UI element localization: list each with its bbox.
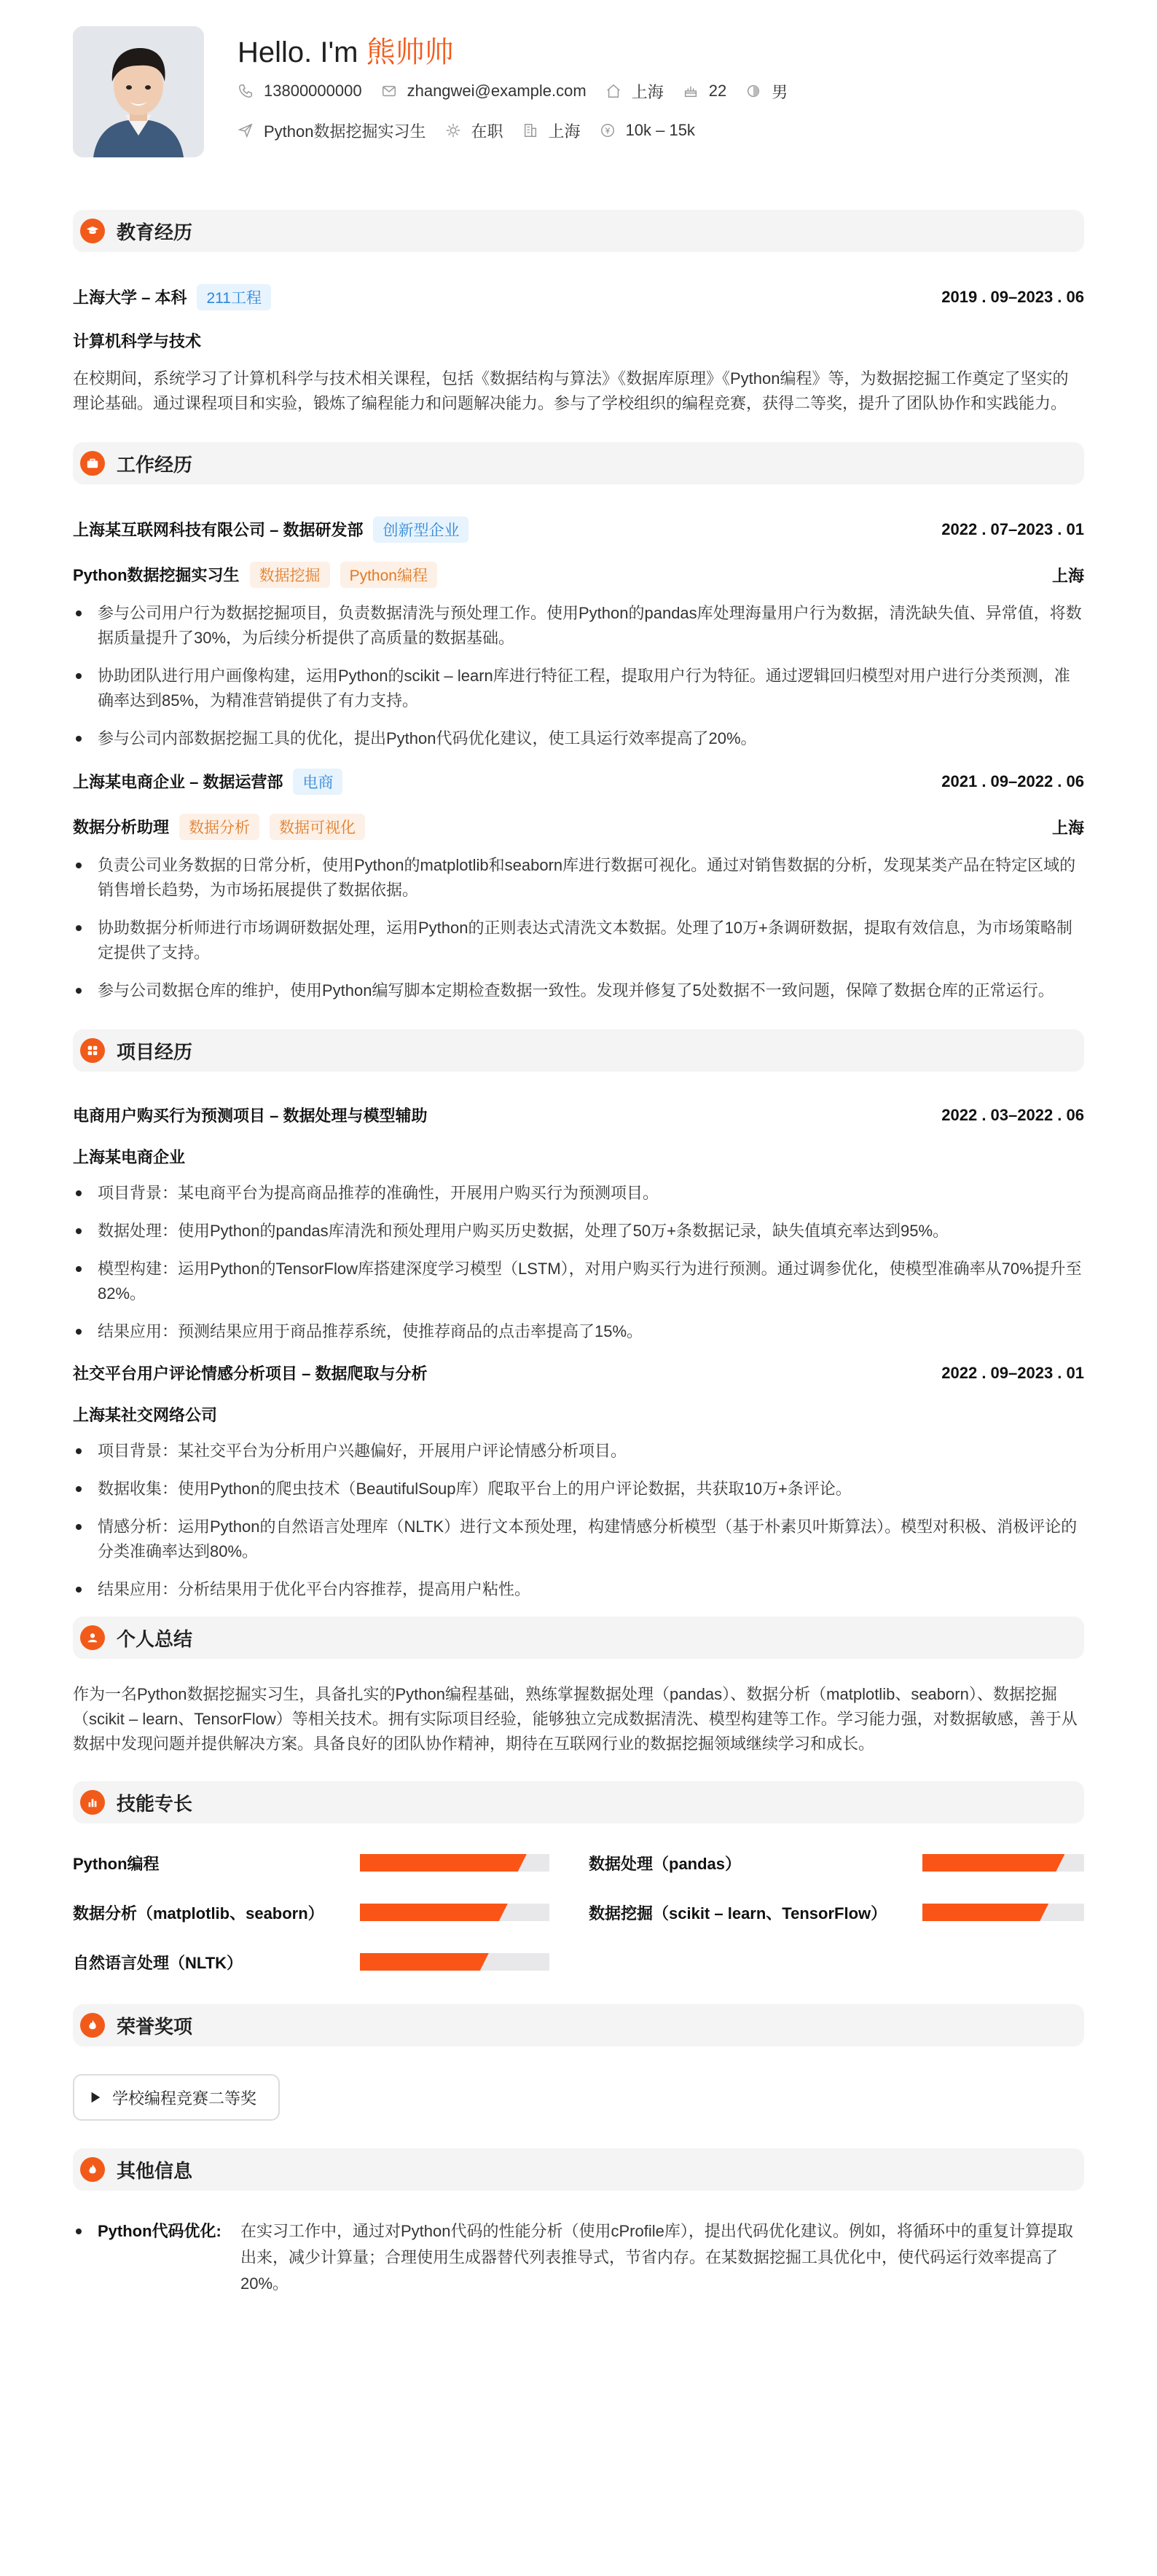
section-title: 工作经历 — [117, 453, 193, 476]
skill-name: 数据挖掘（scikit – learn、TensorFlow） — [589, 1904, 887, 1923]
school-name: 上海大学 – 本科 — [73, 288, 187, 307]
building-icon — [522, 122, 538, 138]
city-item — [605, 80, 664, 103]
project-name: 电商用户购买行为预测项目 – 数据处理与模型辅助 — [73, 1107, 428, 1125]
avatar — [73, 26, 204, 157]
education-description: 在校期间，系统学习了计算机科学与技术相关课程，包括《数据结构与算法》《数据库原理》《Python编程》等，为数据挖掘工作奠定了坚实的理论基础。通过课程项目和实验，锻炼了编程能力和问题解决能力。参与了学校组织的编程竞赛，获得二等奖，提升了团队协作和实践能力。 — [73, 369, 1069, 412]
section-title: 项目经历 — [117, 1040, 193, 1063]
skill-tag: 数据可视化 — [270, 814, 365, 840]
list-item: 参与公司用户行为数据挖掘项目，负责数据清洗与预处理工作。使用Python的pandas库处理海量用户行为数据，清洗缺失值、异常值，将数据质量提升了30%，为后续分析提供了高质量的数据基础。 — [73, 601, 1084, 651]
email-text: zhangwei@example.com — [407, 82, 587, 100]
list-item: 参与公司数据仓库的维护，使用Python编写脚本定期检查数据一致性。发现并修复了5处数据不一致问题，保障了数据仓库的正常运行。 — [73, 978, 1084, 1003]
salary-item — [600, 121, 695, 140]
skill-item — [73, 1838, 589, 1888]
job-intent-row — [238, 111, 807, 150]
summary-text: 作为一名Python数据挖掘实习生，具备扎实的Python编程基础，熟练掌握数据处理（pandas）、数据分析（matplotlib、seaborn）、数据挖掘（scikit – learn、TensorFlow）等相关技术。拥有实际项目经验，能够独立完成数据清洗、模型构建等工作。学习能力强，对数据敏感，善于从数据中发现问题并提供解决方案。具备良好的团队协作精神，期待在互联网行业的数据挖掘领域继续学习和成长。 — [73, 1685, 1078, 1753]
list-item: 协助团队进行用户画像构建，运用Python的scikit – learn库进行特征工程，提取用户行为特征。通过逻辑回归模型对用户进行分类预测，准确率达到85%，为精准营销提供了有力支持。 — [73, 664, 1084, 713]
major: 计算机科学与技术 — [73, 332, 202, 350]
project-date: 2022 . 09–2023 . 01 — [941, 1363, 1084, 1382]
section-header-summary — [73, 1617, 1084, 1659]
section-title: 技能专长 — [117, 1792, 193, 1815]
cake-icon — [683, 83, 699, 99]
target-city-text: 上海 — [548, 122, 581, 141]
section-title: 个人总结 — [117, 1627, 193, 1650]
skill-item — [589, 1888, 1084, 1937]
section-header-projects — [73, 1029, 1084, 1072]
section-header-work — [73, 442, 1084, 484]
project-bullets — [73, 1181, 1084, 1344]
skill-item — [73, 1888, 589, 1937]
education-entry-header — [73, 284, 1084, 310]
gender-icon — [745, 83, 761, 99]
flame-icon — [80, 2013, 105, 2038]
graduation-cap-icon — [80, 219, 105, 243]
skill-bar — [922, 1854, 1084, 1872]
mail-icon — [381, 83, 397, 99]
school-tag: 211工程 — [197, 284, 270, 310]
company-name: 上海某电商企业 – 数据运营部 — [73, 773, 283, 791]
skill-name: 数据分析（matplotlib、seaborn） — [73, 1904, 324, 1923]
project-entry-header — [73, 1104, 1084, 1126]
skill-tag: 数据挖掘 — [250, 562, 330, 588]
school-line — [73, 284, 271, 310]
skills-grid — [73, 1838, 1084, 1987]
play-triangle-icon — [89, 2091, 102, 2104]
section-header-other — [73, 2148, 1084, 2191]
project-bullets — [73, 1439, 1084, 1602]
phone-item — [238, 82, 362, 101]
status-text: 在职 — [471, 122, 503, 141]
skill-bar-fill — [360, 1953, 489, 1971]
send-icon — [238, 122, 254, 138]
company-tag: 电商 — [293, 769, 342, 795]
section-header-education — [73, 210, 1084, 252]
skill-tag: 数据分析 — [179, 814, 259, 840]
coin-icon — [600, 122, 616, 138]
skill-bar-fill — [360, 1904, 508, 1921]
flame-icon — [80, 2157, 105, 2182]
section-header-skills — [73, 1781, 1084, 1823]
job-date: 2021 . 09–2022 . 06 — [941, 772, 1084, 790]
avatar-portrait-image — [73, 26, 204, 157]
section-title: 教育经历 — [117, 221, 193, 243]
greeting-text: Hello. I'm — [238, 36, 358, 68]
target-city-item — [522, 119, 581, 142]
section-header-honors — [73, 2004, 1084, 2046]
list-item: 结果应用：分析结果用于优化平台内容推荐，提高用户粘性。 — [73, 1577, 1084, 1602]
list-item: 参与公司内部数据挖掘工具的优化，提出Python代码优化建议，使工具运行效率提高了20%。 — [73, 726, 1084, 751]
list-item: 数据收集：使用Python的爬虫技术（BeautifulSoup库）爬取平台上的用户评论数据，共获取10万+条评论。 — [73, 1477, 1084, 1501]
skill-name: 自然语言处理（NLTK） — [73, 1953, 243, 1972]
phone-text: 13800000000 — [264, 82, 362, 100]
project-org: 上海某电商企业 — [73, 1148, 186, 1166]
status-item — [445, 119, 503, 142]
job-location: 上海 — [1051, 566, 1084, 585]
honor-text: 学校编程竞赛二等奖 — [112, 2089, 257, 2108]
list-item: 情感分析：运用Python的自然语言处理库（NLTK）进行文本预处理，构建情感分析模型（基于朴素贝叶斯算法）。模型对积极、消极评论的分类准确率达到80%。 — [73, 1515, 1084, 1564]
job-target-text: Python数据挖掘实习生 — [264, 122, 426, 141]
position-name: Python数据挖掘实习生 — [73, 566, 240, 584]
project-name: 社交平台用户评论情感分析项目 – 数据爬取与分析 — [73, 1364, 428, 1383]
skill-bar-fill — [360, 1854, 527, 1872]
job-date: 2022 . 07–2023 . 01 — [941, 520, 1084, 538]
skill-item — [73, 1937, 589, 1987]
project-entry-header — [73, 1362, 1084, 1384]
job-location: 上海 — [1051, 818, 1084, 837]
home-icon — [605, 83, 621, 99]
job-target-item — [238, 119, 426, 142]
list-item: 项目背景：某社交平台为分析用户兴趣偏好，开展用户评论情感分析项目。 — [73, 1439, 1084, 1464]
list-item: 数据处理：使用Python的pandas库清洗和预处理用户购买历史数据，处理了50万+条数据记录，缺失值填充率达到95%。 — [73, 1219, 1084, 1244]
skill-name: 数据处理（pandas） — [589, 1854, 742, 1873]
resume-header — [73, 26, 1084, 165]
contact-row — [238, 71, 807, 111]
greeting — [238, 29, 807, 71]
briefcase-icon — [80, 451, 105, 476]
other-text: 在实习工作中，通过对Python代码的性能分析（使用cProfile库），提出代码优化建议。例如，将循环中的重复计算提取出来，减少计算量；合理使用生成器替代列表推导式，节省内存。在某数据挖掘工具优化中，使代码运行效率提高了20%。 — [240, 2222, 1073, 2293]
city-text: 上海 — [631, 82, 664, 101]
age-item — [683, 82, 726, 101]
age-text: 22 — [708, 82, 727, 100]
phone-icon — [238, 83, 254, 99]
skill-bar-fill — [922, 1854, 1064, 1872]
gender-item — [745, 80, 788, 103]
list-item: 负责公司业务数据的日常分析，使用Python的matplotlib和seaborn库进行数据可视化。通过对销售数据的分析，发现某类产品在特定区域的销售增长趋势，为市场拓展提供了数据依据。 — [73, 853, 1084, 903]
position-name: 数据分析助理 — [73, 818, 170, 836]
list-item: 结果应用：预测结果应用于商品推荐系统，使推荐商品的点击率提高了15%。 — [73, 1319, 1084, 1344]
header-info — [238, 26, 807, 150]
position-line — [73, 814, 365, 840]
gender-text: 男 — [772, 82, 788, 101]
list-item: 项目背景：某电商平台为提高商品推荐的准确性，开展用户购买行为预测项目。 — [73, 1181, 1084, 1206]
company-line — [73, 769, 342, 795]
honor-tag — [73, 2074, 280, 2121]
education-date: 2019 . 09–2023 . 06 — [941, 288, 1084, 306]
other-item — [73, 2218, 1084, 2297]
job-position-row — [73, 562, 1084, 588]
section-title: 荣誉奖项 — [117, 2015, 193, 2038]
skill-item — [589, 1838, 1084, 1888]
company-name: 上海某互联网科技有限公司 – 数据研发部 — [73, 521, 364, 539]
job-bullets — [73, 601, 1084, 751]
other-label: Python代码优化: — [73, 2218, 240, 2297]
job-bullets — [73, 853, 1084, 1003]
list-item: 模型构建：运用Python的TensorFlow库搭建深度学习模型（LSTM），对用户购买行为进行预测。通过调参优化，使模型准确率从70%提升至82%。 — [73, 1257, 1084, 1306]
gear-icon — [445, 122, 461, 138]
job-entry-header — [73, 769, 1084, 795]
email-item — [381, 82, 587, 101]
user-icon — [80, 1625, 105, 1650]
position-line — [73, 562, 437, 588]
bar-chart-icon — [80, 1790, 105, 1815]
project-org: 上海某社交网络公司 — [73, 1406, 218, 1424]
company-line — [73, 517, 468, 543]
skill-bar — [360, 1904, 549, 1921]
company-tag: 创新型企业 — [373, 517, 468, 543]
skill-bar-fill — [922, 1904, 1048, 1921]
skill-bar — [360, 1854, 549, 1872]
list-item: 协助数据分析师进行市场调研数据处理，运用Python的正则表达式清洗文本数据。处理了10万+条调研数据，提取有效信息，为市场策略制定提供了支持。 — [73, 916, 1084, 965]
grid-icon — [80, 1038, 105, 1063]
job-entry-header — [73, 517, 1084, 543]
skill-bar — [922, 1904, 1084, 1921]
skill-tag: Python编程 — [340, 562, 437, 588]
section-title: 其他信息 — [117, 2159, 193, 2182]
job-position-row — [73, 814, 1084, 840]
skill-name: Python编程 — [73, 1854, 160, 1873]
candidate-name: 熊帅帅 — [366, 36, 454, 68]
skill-bar — [360, 1953, 549, 1971]
honors-list — [73, 2074, 1084, 2121]
project-date: 2022 . 03–2022 . 06 — [941, 1105, 1084, 1124]
salary-text: 10k – 15k — [625, 121, 695, 139]
